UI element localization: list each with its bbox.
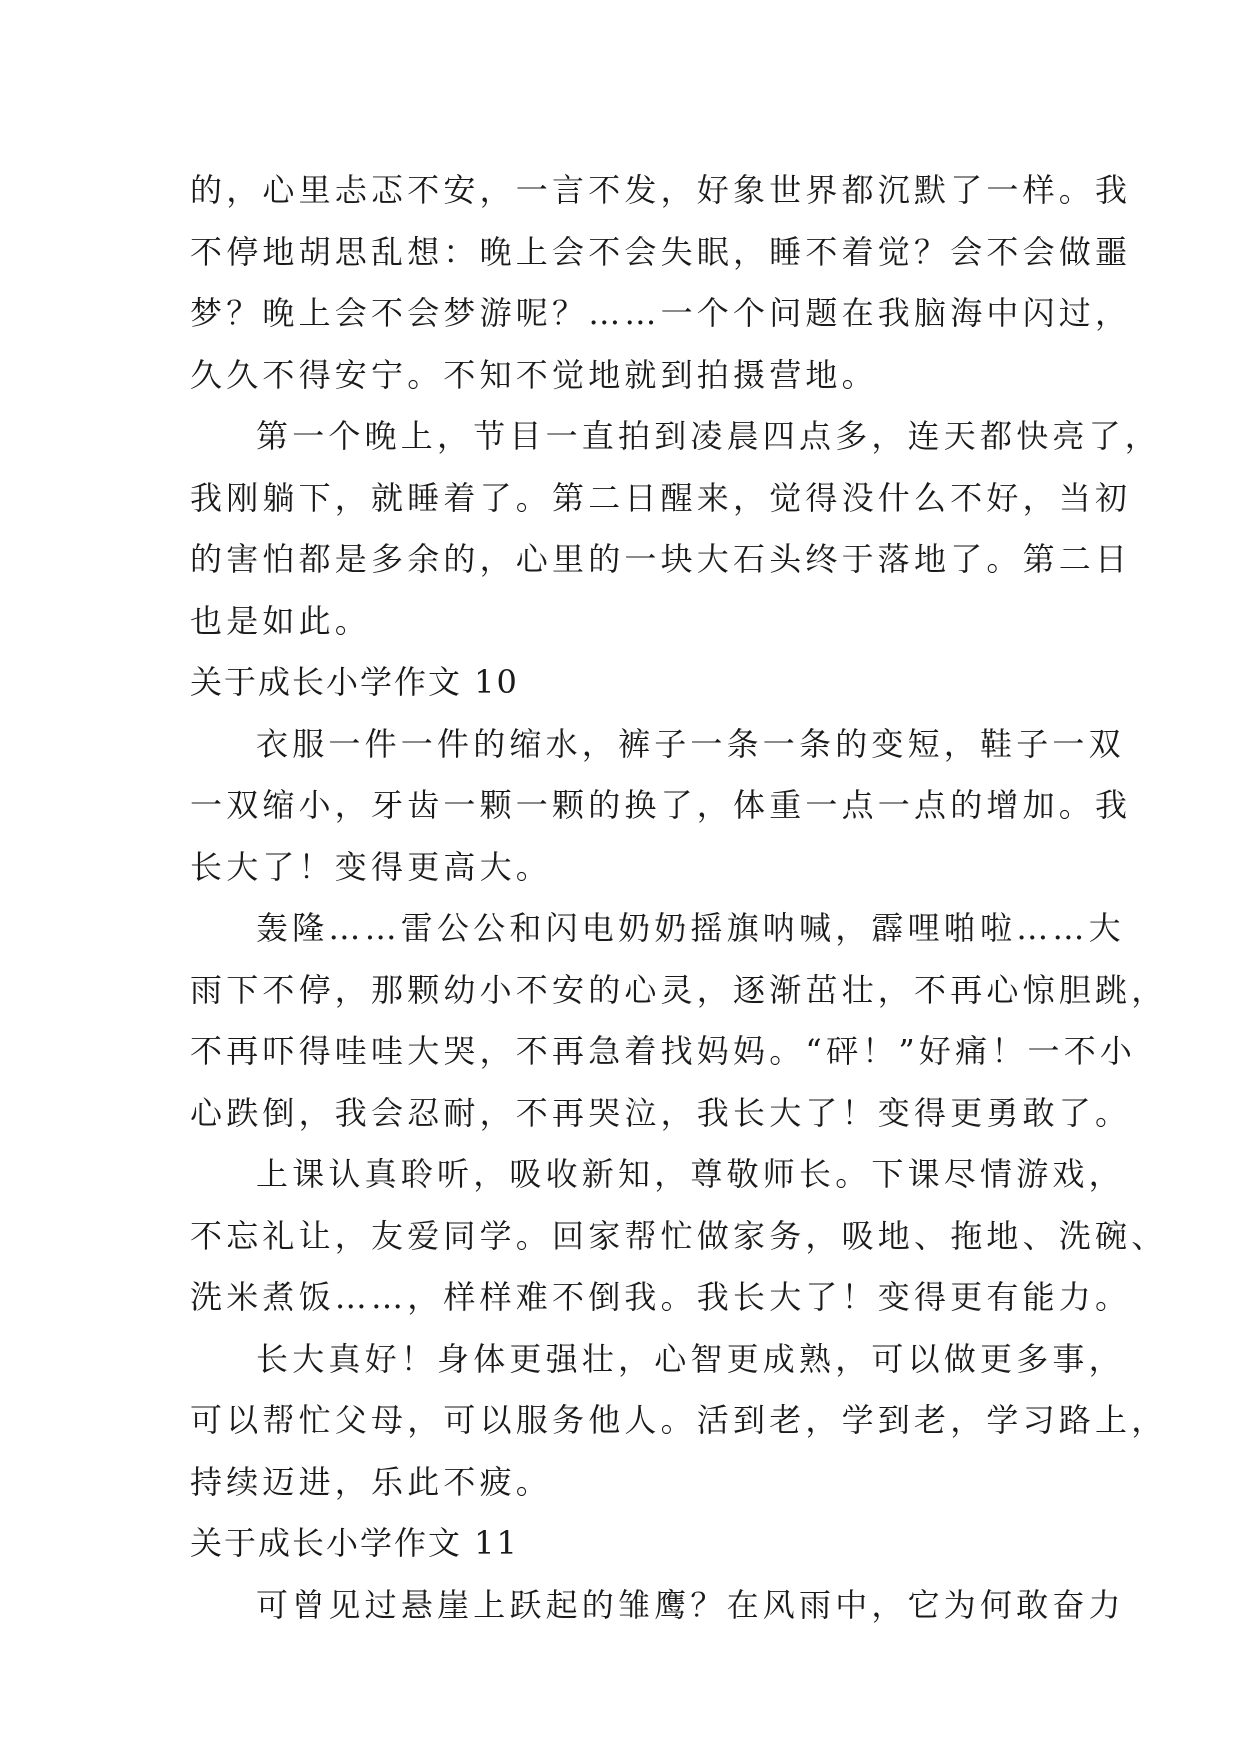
text-line: 久久不得安宁。不知不觉地就到拍摄营地。	[190, 355, 878, 394]
paragraph-start-line: 衣服一件一件的缩水，裤子一条一条的变短，鞋子一双	[256, 724, 1125, 763]
text-line: 梦？晚上会不会梦游呢？……一个个问题在我脑海中闪过，	[190, 294, 1132, 332]
text-line: 长大了！变得更高大。	[190, 847, 553, 886]
paragraph-start-line: 轰隆……雷公公和闪电奶奶摇旗呐喊，霹哩啪啦……大	[256, 909, 1125, 947]
text-line: 我刚躺下，就睡着了。第二日醒来，觉得没什么不好，当初	[190, 478, 1132, 517]
section-heading: 关于成长小学作文 10	[190, 663, 519, 701]
text-line: 一双缩小，牙齿一颗一颗的换了，体重一点一点的增加。我	[190, 786, 1132, 824]
text-line: 雨下不停，那颗幼小不安的心灵，逐渐茁壮，不再心惊胆跳，	[190, 970, 1168, 1009]
text-line: 持续迈进，乐此不疲。	[190, 1462, 553, 1501]
text-line: 洗米煮饭……，样样难不倒我。我长大了！变得更有能力。	[190, 1278, 1132, 1316]
paragraph-start-line: 上课认真聆听，吸收新知，尊敬师长。下课尽情游戏，	[256, 1155, 1125, 1193]
paragraph-start-line: 第一个晚上，节目一直拍到凌晨四点多，连天都快亮了，	[256, 417, 1162, 455]
document-body	[190, 160, 1168, 1636]
text-line: 不停地胡思乱想：晚上会不会失眠，睡不着觉？会不会做噩	[190, 232, 1132, 271]
text-line: 不再吓得哇哇大哭，不再急着找妈妈。“砰！”好痛！一不小	[190, 1032, 1137, 1070]
text-line: 的，心里忐忑不安，一言不发，好象世界都沉默了一样。我	[190, 171, 1132, 209]
text-line: 心跌倒，我会忍耐，不再哭泣，我长大了！变得更勇敢了。	[190, 1093, 1132, 1132]
text-line: 也是如此。	[190, 601, 372, 640]
text-line: 不忘礼让，友爱同学。回家帮忙做家务，吸地、拖地、洗碗、	[190, 1216, 1168, 1255]
text-line: 的害怕都是多余的，心里的一块大石头终于落地了。第二日	[190, 540, 1132, 578]
section-heading: 关于成长小学作文 11	[190, 1524, 519, 1562]
paragraph-start-line: 可曾见过悬崖上跃起的雏鹰？在风雨中，它为何敢奋力	[256, 1585, 1125, 1624]
text-line: 可以帮忙父母，可以服务他人。活到老，学到老，学习路上，	[190, 1401, 1168, 1439]
paragraph-start-line: 长大真好！身体更强壮，心智更成熟，可以做更多事，	[256, 1339, 1125, 1378]
